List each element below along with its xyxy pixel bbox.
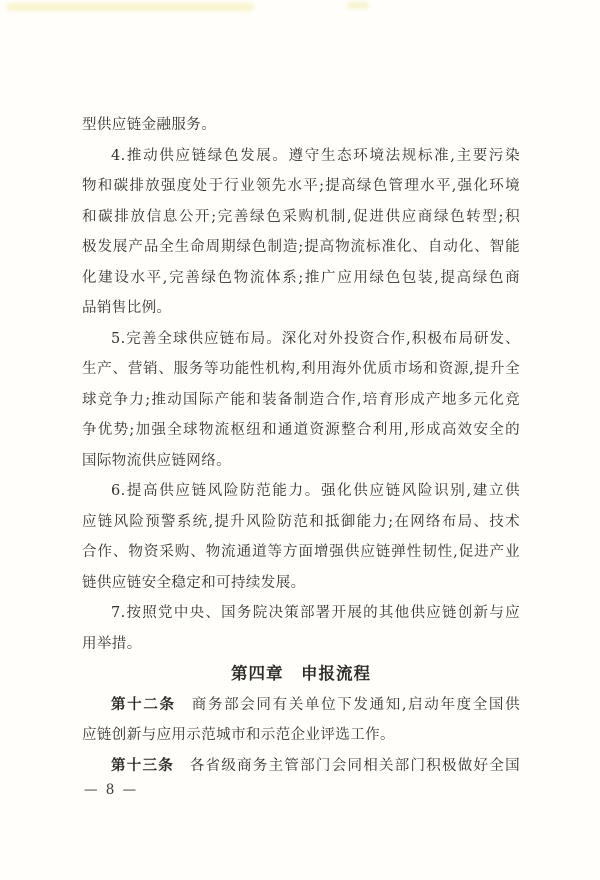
text-line: 5.完善全球供应链布局。深化对外投资合作,积极布局研发、 <box>111 330 520 347</box>
text-line: 6.提高供应链风险防范能力。强化供应链风险识别,建立供 <box>111 483 520 499</box>
text-line <box>82 690 520 721</box>
text-line: 7.按照党中央、国务院决策部署开展的其他供应链创新与应 <box>111 605 520 621</box>
text-line: 用举措。 <box>82 635 142 652</box>
text-line: 链供应链安全稳定和可持续发展。 <box>82 574 306 591</box>
text-line: 和碳排放信息公开;完善绿色采购机制,促进供应商绿色转型;积 <box>82 208 520 225</box>
text-line: 型供应链金融服务。 <box>82 117 217 133</box>
text-line <box>82 751 520 782</box>
chapter-heading: 第四章 申报流程 <box>231 664 371 683</box>
text-line: 应链创新与应用示范城市和示范企业评选工作。 <box>82 727 395 743</box>
text-line: 4.推动供应链绿色发展。遵守生态环境法规标准,主要污染 <box>111 147 520 164</box>
text-line: 合作、物资采购、物流通道等方面增强供应链弹性韧性,促进产业 <box>82 544 520 560</box>
text-line: 球竞争力;推动国际产能和装备制造合作,培育形成产地多元化竞 <box>82 391 520 408</box>
text-line: 品销售比例。 <box>82 300 172 316</box>
article-text: 商务部会同有关单位下发通知,启动年度全国供 <box>175 696 520 713</box>
text-line: 应链风险预警系统,提升风险防范和抵御能力;在网络布局、技术 <box>82 513 520 530</box>
text-line: 物和碳排放强度处于行业领先水平;提高绿色管理水平,强化环境 <box>82 178 520 194</box>
text-line: 生产、营销、服务等功能性机构,利用海外优质市场和资源,提升全 <box>82 361 520 377</box>
article-text: 各省级商务主管部门会同相关部门积极做好全国 <box>174 757 520 774</box>
article-number-label: 第十二条 <box>111 696 176 713</box>
article-number-label: 第十三条 <box>111 757 175 774</box>
document-body <box>82 110 520 781</box>
scan-streak-artifact <box>6 3 254 11</box>
scan-mark-artifact <box>347 2 369 9</box>
page-number: — 8 — <box>84 782 139 798</box>
text-line: 争优势;加强全球物流枢纽和通道资源整合利用,形成高效安全的 <box>82 422 520 438</box>
text-line: 极发展产品全生命周期绿色制造;提高物流标准化、自动化、智能 <box>82 239 520 255</box>
text-line: 化建设水平,完善绿色物流体系;推广应用绿色包装,提高绿色商 <box>82 269 520 286</box>
text-line: 国际物流供应链网络。 <box>82 452 231 469</box>
